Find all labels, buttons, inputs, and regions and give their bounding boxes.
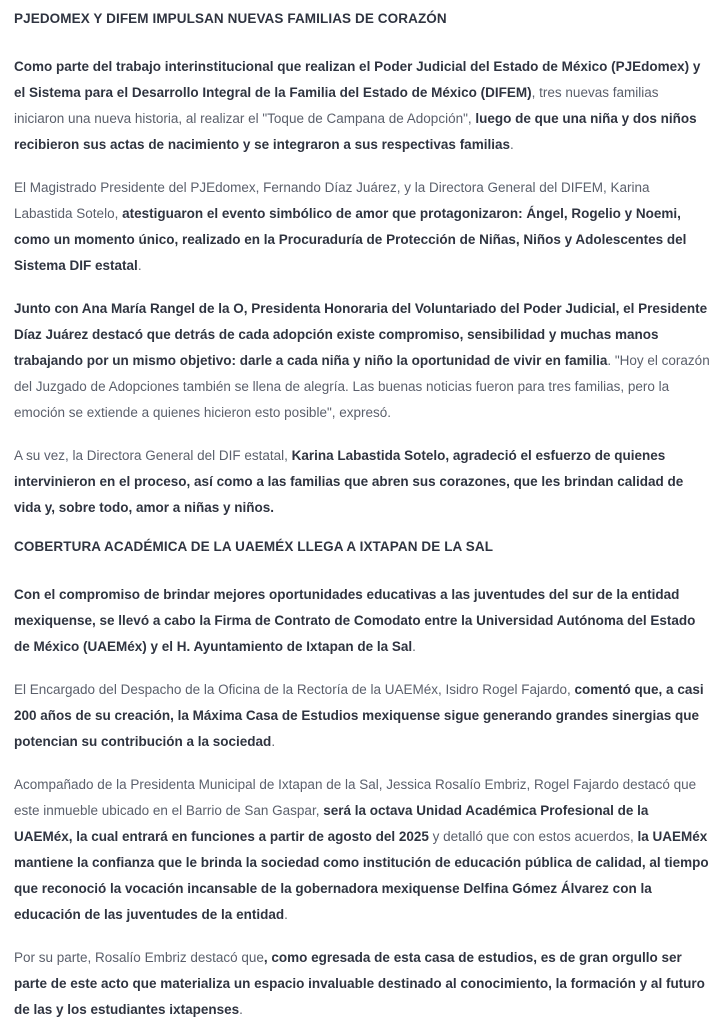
section-title-uaemex: COBERTURA ACADÉMICA DE LA UAEMÉX LLEGA A IXTAPAN DE LA SAL — [14, 539, 494, 554]
paragraph — [14, 175, 710, 279]
bold-text: comentó que, a casi 200 años de su creación, la Máxima Casa de Estudios mexiquense sigue generando grandes sinergias que potencian su contribución a la sociedad — [14, 682, 704, 749]
paragraph — [14, 296, 710, 426]
text: . — [271, 734, 276, 749]
bold-text: Con el compromiso de brindar mejores oportunidades educativas a las juventudes del sur de la entidad mexiquense, se llevó a cabo la Firma de Contrato de Comodato entre la Universidad Autónoma del Estado de México (UAEMéx) y el H. Ayuntamiento de Ixtapan de la Sal — [14, 587, 696, 654]
paragraph — [14, 945, 710, 1023]
paragraph — [14, 443, 710, 521]
bold-text: Junto con Ana María Rangel de la O, Presidenta Honoraria del Voluntariado del Poder Judicial, el Presidente Díaz Juárez destacó que detrás de cada adopción existe compromiso, sensibilidad y muchas manos trabajando por un mismo objetivo: darle a cada niña y niño la oportunidad de vivir en familia — [14, 301, 708, 368]
text: , tres nuevas familias iniciaron una nueva historia, al realizar el "Toque de Campana de Adopción", — [14, 85, 659, 126]
text: . — [509, 137, 514, 152]
text: El Encargado del Despacho de la Oficina de la Rectoría de la UAEMéx, Isidro Rogel Fajardo, — [14, 682, 575, 697]
paragraph — [14, 772, 710, 928]
text: . — [412, 639, 416, 654]
paragraph — [14, 677, 710, 755]
bold-text: será la octava Unidad Académica Profesional de la UAEMéx, la cual entrará en funciones a partir de agosto del 2025 — [14, 803, 649, 844]
text: El Magistrado Presidente del PJEdomex, Fernando Díaz Juárez, y la Directora General del DIFEM, Karina Labastida Sotelo, — [14, 180, 650, 221]
bold-text: atestiguaron el evento simbólico de amor que protagonizaron: Ángel, Rogelio y Noemi, como un momento único, realizado en la Procuraduría de Protección de Niñas, Niños y Adolescentes del Sistema DIF estatal — [14, 206, 687, 273]
section-body-pjedomex — [14, 54, 710, 521]
text: Acompañado de la Presidenta Municipal de Ixtapan de la Sal, Jessica Rosalío Embriz, Rogel Fajardo destacó que este inmueble ubicado en el Barrio de San Gaspar, — [14, 777, 697, 818]
paragraph — [14, 582, 710, 660]
text: A su vez, la Directora General del DIF estatal, — [14, 448, 292, 463]
text: . — [239, 1002, 243, 1017]
bold-text: Karina Labastida Sotelo, agradeció el esfuerzo de quienes intervinieron en el proceso, así como a las familias que abren sus corazones, que les brindan calidad de vida y, sobre todo, amor a niñas y niños. — [14, 448, 684, 515]
bold-text: luego de que una niña y dos niños recibieron sus actas de nacimiento y se integraron a sus respectivas familias — [14, 111, 697, 152]
text: . — [284, 907, 288, 922]
bold-text: la UAEMéx mantiene la confianza que le brinda la sociedad como institución de educación pública de calidad, al tiempo que reconoció la vocación incansable de la gobernadora mexiquense Delfina Gómez Álvarez con la educación de las juventudes de la entidad — [14, 829, 709, 922]
text: . "Hoy el corazón del Juzgado de Adopciones también se llena de alegría. Las buenas noticias fueron para tres familias, pero la emoción se extiende a quienes hicieron esto posible", expresó. — [14, 353, 710, 420]
bold-text: Como parte del trabajo interinstitucional que realizan el Poder Judicial del Estado de México (PJEdomex) y el Sistema para el Desarrollo Integral de la Familia del Estado de México (DIFEM) — [14, 59, 701, 100]
text: . — [137, 258, 142, 273]
bold-text: , como egresada de esta casa de estudios, es de gran orgullo ser parte de este acto que materializa un espacio invaluable destinado al conocimiento, la formación y al futuro de las y los estudiantes ixtapenses — [14, 950, 705, 1017]
section-body-uaemex — [14, 582, 710, 1023]
text: Por su parte, Rosalío Embriz destacó que — [14, 950, 264, 965]
text: y detalló que con estos acuerdos, — [428, 829, 638, 844]
section-title-pjedomex: PJEDOMEX Y DIFEM IMPULSAN NUEVAS FAMILIAS DE CORAZÓN — [14, 11, 447, 26]
paragraph — [14, 54, 710, 158]
